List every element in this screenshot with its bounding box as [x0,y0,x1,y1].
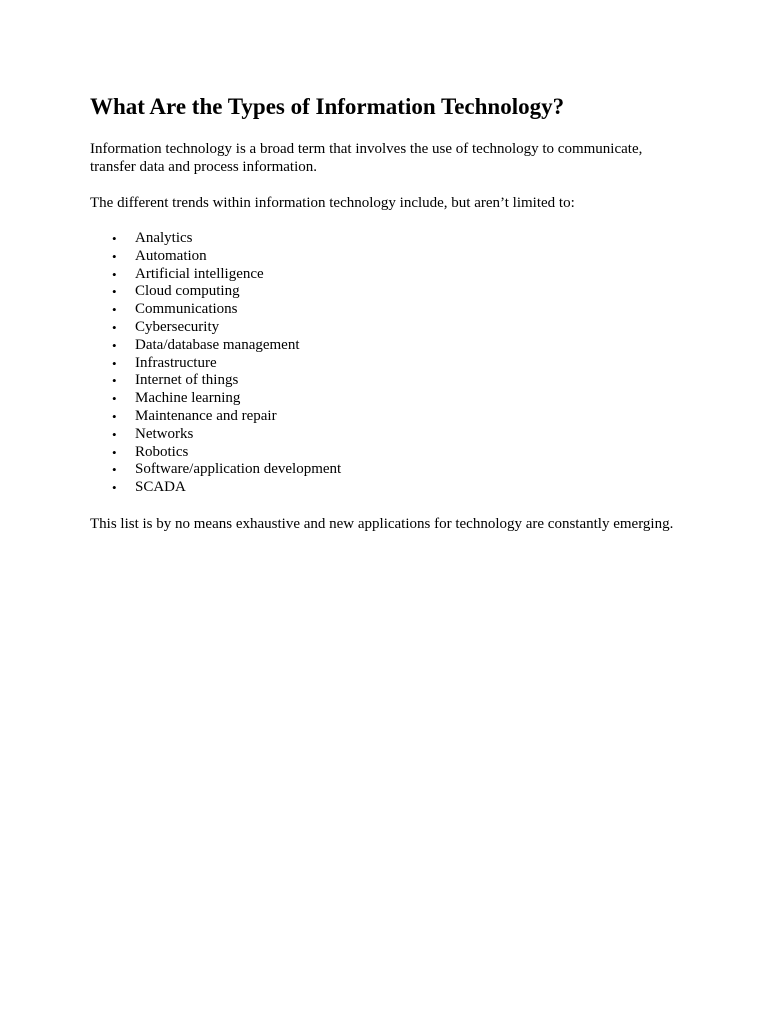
bullet-icon: • [112,444,117,460]
bullet-icon: • [112,337,117,353]
list-item [112,283,690,301]
bullet-icon: • [112,248,117,264]
list-item-label: SCADA [135,479,186,496]
list-item-label: Internet of things [135,372,239,389]
list-item-label: Networks [135,425,194,442]
list-item [112,265,690,284]
list-item-label: Infrastructure [135,354,217,371]
list-item [112,301,690,319]
trends-list [90,230,690,497]
bullet-icon: • [112,408,117,424]
bullet-icon: • [112,391,117,407]
list-item-label: Automation [135,247,207,264]
list-item [112,318,690,337]
list-item [112,479,690,497]
bullet-icon: • [112,355,117,371]
bullet-icon: • [112,462,117,478]
list-item [112,390,690,408]
list-item [112,461,690,479]
document-page [90,92,690,533]
closing-paragraph: This list is by no means exhaustive and new applications for technology are constantly emerging. [90,515,674,532]
bullet-icon: • [112,284,117,300]
list-item [112,354,690,373]
list-item [112,372,690,390]
list-item [112,407,690,426]
list-item-label: Machine learning [135,390,241,407]
bullet-icon: • [112,319,117,335]
page-title: What Are the Types of Information Technology? [90,94,565,119]
list-item [112,443,690,462]
intro-paragraph: Information technology is a broad term that involves the use of technology to communicate, transfer data and process information. [90,141,643,175]
bullet-icon: • [112,426,117,442]
list-item [112,230,690,248]
list-item [112,247,690,266]
list-item-label: Cybersecurity [135,318,220,335]
list-item-label: Artificial intelligence [135,265,264,282]
bullet-icon: • [112,266,117,282]
list-item-label: Communications [135,301,238,318]
list-item-label: Analytics [135,230,193,246]
list-item [112,336,690,355]
list-item-label: Data/database management [135,336,300,353]
list-item-label: Software/application development [135,461,342,478]
trends-intro-paragraph: The different trends within information technology include, but aren’t limited to: [90,195,575,211]
list-item-label: Robotics [135,443,189,460]
list-item-label: Cloud computing [135,283,240,300]
bullet-icon: • [112,373,117,389]
bullet-icon: • [112,302,117,318]
bullet-icon: • [112,231,117,246]
list-item-label: Maintenance and repair [135,407,277,424]
bullet-icon: • [112,480,117,496]
list-item [112,425,690,444]
